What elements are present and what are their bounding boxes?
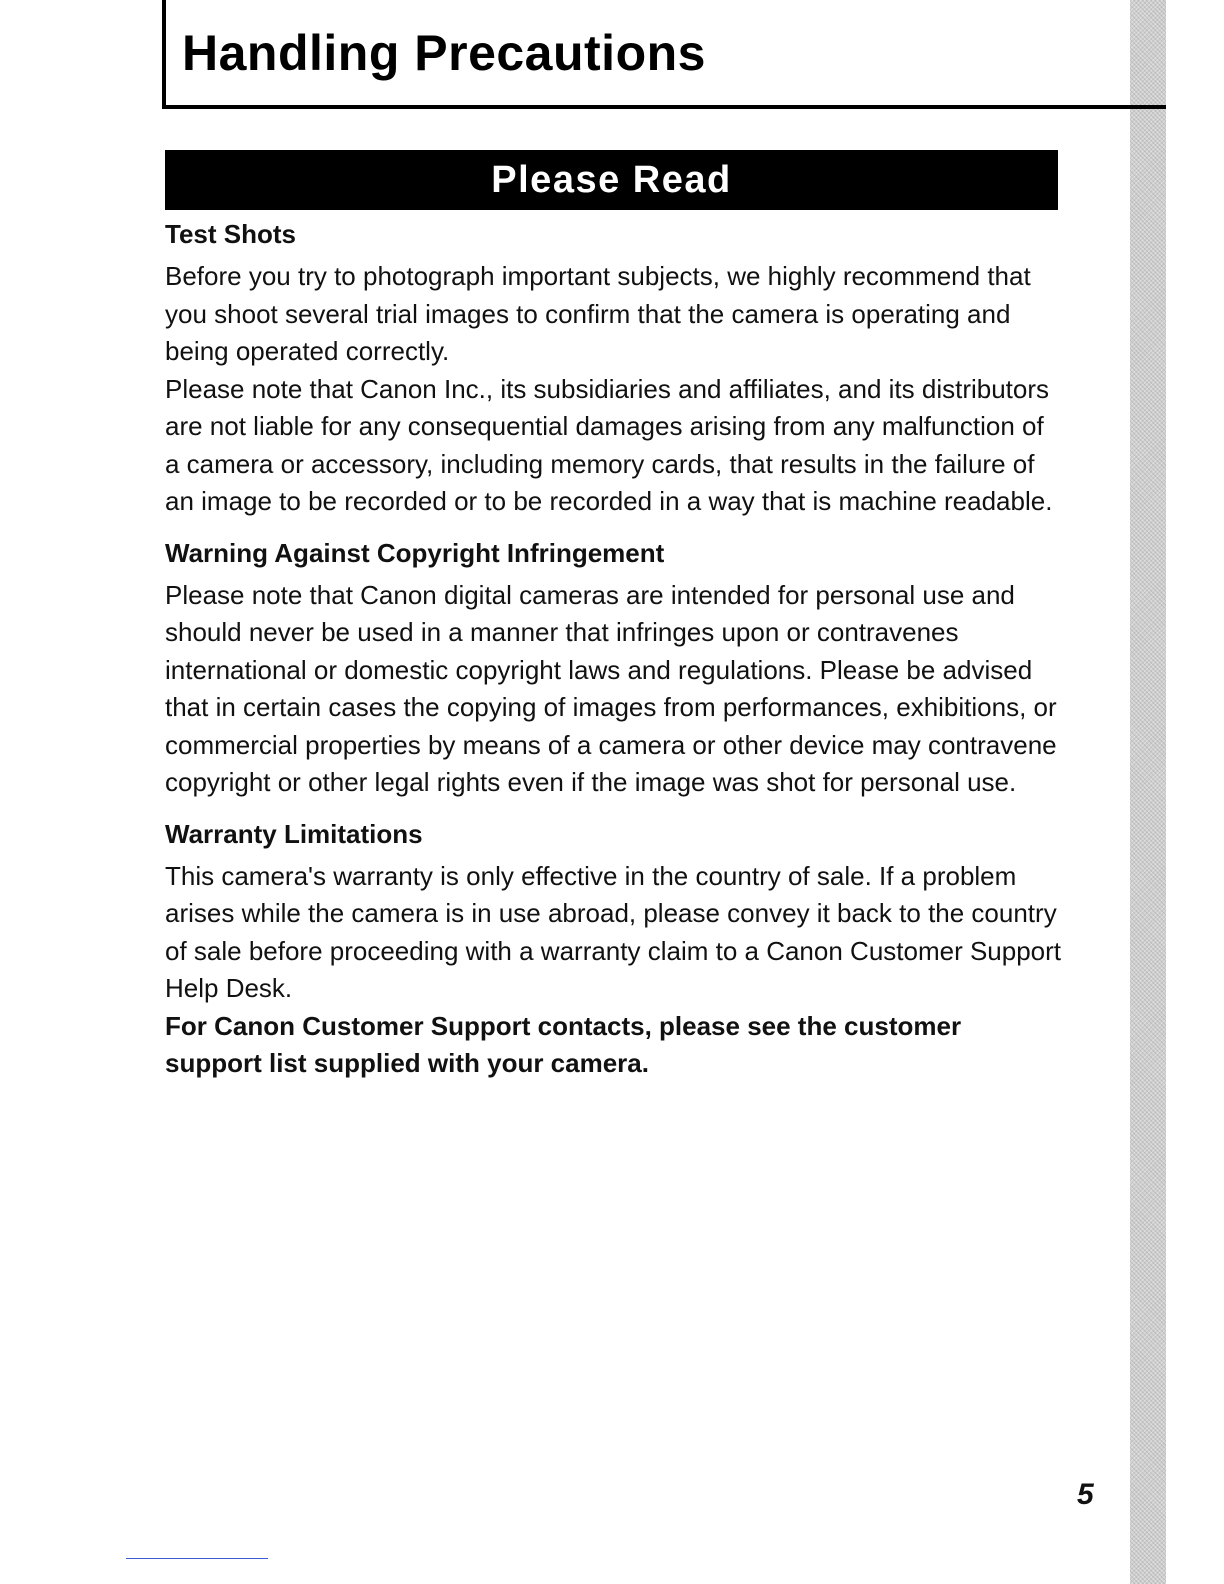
paragraph: Please note that Canon digital cameras are intended for personal use and should never be used in a manner that infringes upon or contravenes international or domestic copyright laws and regulations. Please be advised that in certain cases the copying of images from performances, exhibitions, or commercial properties by means of a camera or other device may contravene copyright or other legal rights even if the image was shot for personal use. — [165, 579, 1057, 797]
title-underline-rule — [162, 105, 1166, 109]
section-test-shots — [165, 214, 1065, 521]
section-heading: Warranty Limitations — [165, 818, 423, 849]
content-body — [165, 214, 1065, 1083]
thumb-index-tab — [1130, 0, 1166, 1584]
section-copyright-warning — [165, 533, 1065, 802]
customer-support-note: For Canon Customer Support contacts, please see the customer support list supplied with your camera. — [165, 1010, 962, 1078]
section-warranty-limitations — [165, 814, 1065, 1083]
section-heading: Warning Against Copyright Infringement — [165, 537, 665, 568]
banner-text: Please Read — [491, 158, 732, 201]
paragraph: Please note that Canon Inc., its subsidiaries and affiliates, and its distributors are not liable for any consequential damages arising from any malfunction of a camera or accessory, including memory cards, that results in the failure of an image to be recorded or to be recorded in a way that is machine readable. — [165, 373, 1053, 516]
please-read-banner — [165, 150, 1058, 210]
page-number: 5 — [1077, 1478, 1094, 1511]
paragraph: This camera's warranty is only effective in the country of sale. If a problem arises while the camera is in use abroad, please convey it back to the country of sale before proceeding with a warranty claim to a Canon Customer Support Help Desk. — [165, 860, 1062, 1003]
title-left-bar — [162, 0, 166, 108]
page-title: Handling Precautions — [182, 25, 706, 81]
section-heading: Test Shots — [165, 219, 296, 249]
footer-link-rule — [126, 1558, 268, 1559]
paragraph: Before you try to photograph important subjects, we highly recommend that you shoot several trial images to confirm that the camera is operating and being operated correctly. — [165, 261, 1031, 366]
